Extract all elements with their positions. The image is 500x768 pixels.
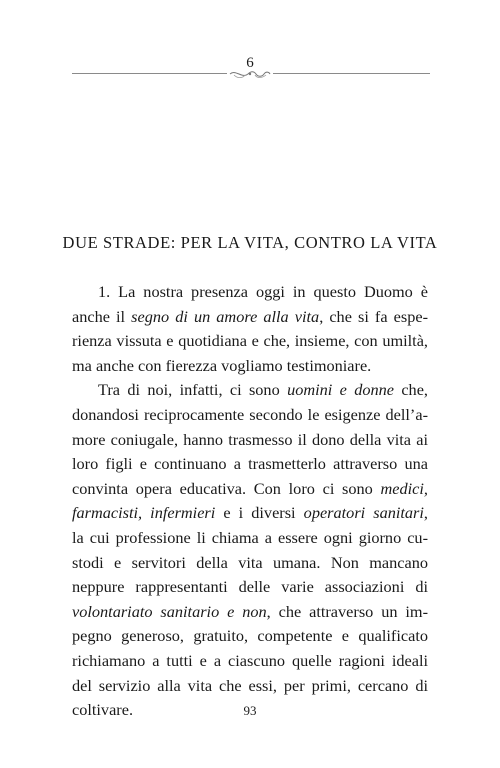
text-segment: neppure rappresentanti delle varie associazioni di	[72, 577, 428, 597]
text-line	[72, 551, 428, 576]
header-rule-left	[72, 73, 227, 74]
text-segment: , che attraverso un im-	[266, 601, 428, 621]
italic-text: volontariato sanitario e non	[72, 601, 267, 621]
italic-text: uomini e donne	[287, 380, 394, 400]
text-line	[72, 649, 428, 674]
chapter-number: 6	[246, 55, 254, 71]
text-line	[72, 428, 428, 453]
page-number: 93	[243, 703, 257, 718]
text-segment: , che si fa espe-	[319, 306, 428, 326]
text-line	[72, 477, 428, 502]
text-line	[72, 403, 428, 428]
text-line	[72, 378, 428, 403]
text-segment: more coniugale, hanno trasmesso il dono della vita ai	[72, 429, 428, 449]
text-line	[72, 674, 428, 699]
text-segment: coltivare.	[72, 700, 134, 720]
text-segment: Tra di noi, infatti, ci sono	[98, 380, 288, 400]
text-segment: del servizio alla vita che essi, per primi, cercano di	[72, 675, 428, 695]
flourish-ornament-icon	[228, 66, 272, 82]
text-line	[72, 624, 428, 649]
text-segment: donandosi reciprocamente secondo le esigenze dell’a-	[72, 404, 428, 424]
text-segment: convinta opera educativa. Con loro ci sono	[72, 478, 381, 498]
text-line	[72, 600, 428, 625]
chapter-title: DUE STRADE: PER LA VITA, CONTRO LA VITA	[62, 233, 438, 252]
text-line	[72, 280, 428, 305]
italic-text: operatori sanitari	[303, 503, 424, 523]
text-line	[72, 575, 428, 600]
text-line	[72, 452, 428, 477]
text-line	[72, 526, 428, 551]
italic-text: segno di un amore alla vita	[131, 306, 320, 326]
text-segment: loro figli e continuano a trasmetterlo attraverso una	[72, 454, 428, 474]
text-line	[72, 354, 428, 379]
body-text	[72, 280, 428, 723]
text-segment: stodi e servitori della vita umana. Non mancano	[72, 552, 428, 572]
text-segment: ,	[423, 503, 428, 523]
text-line	[72, 329, 428, 354]
text-segment: la cui professione li chiama a essere ogni giorno cu-	[72, 527, 428, 547]
text-line	[72, 305, 428, 330]
text-segment: richiamano a tutti e a ciascuno quelle ragioni ideali	[72, 650, 428, 670]
text-segment: 1. La nostra presenza oggi in questo Duomo è	[98, 282, 428, 301]
text-segment: e i diversi	[215, 503, 304, 523]
text-segment: pegno generoso, gratuito, competente e qualificato	[72, 626, 428, 646]
text-segment: ma anche con fierezza vogliamo testimoniare.	[72, 355, 372, 375]
text-segment: che,	[393, 380, 428, 400]
italic-text: farmacisti, infermieri	[72, 503, 216, 523]
text-segment: rienza vissuta e quotidiana e che, insieme, con umiltà,	[72, 331, 428, 351]
text-segment: anche il	[72, 306, 132, 326]
text-line	[72, 501, 428, 526]
italic-text: medici,	[380, 478, 428, 498]
header-rule-right	[273, 73, 430, 74]
